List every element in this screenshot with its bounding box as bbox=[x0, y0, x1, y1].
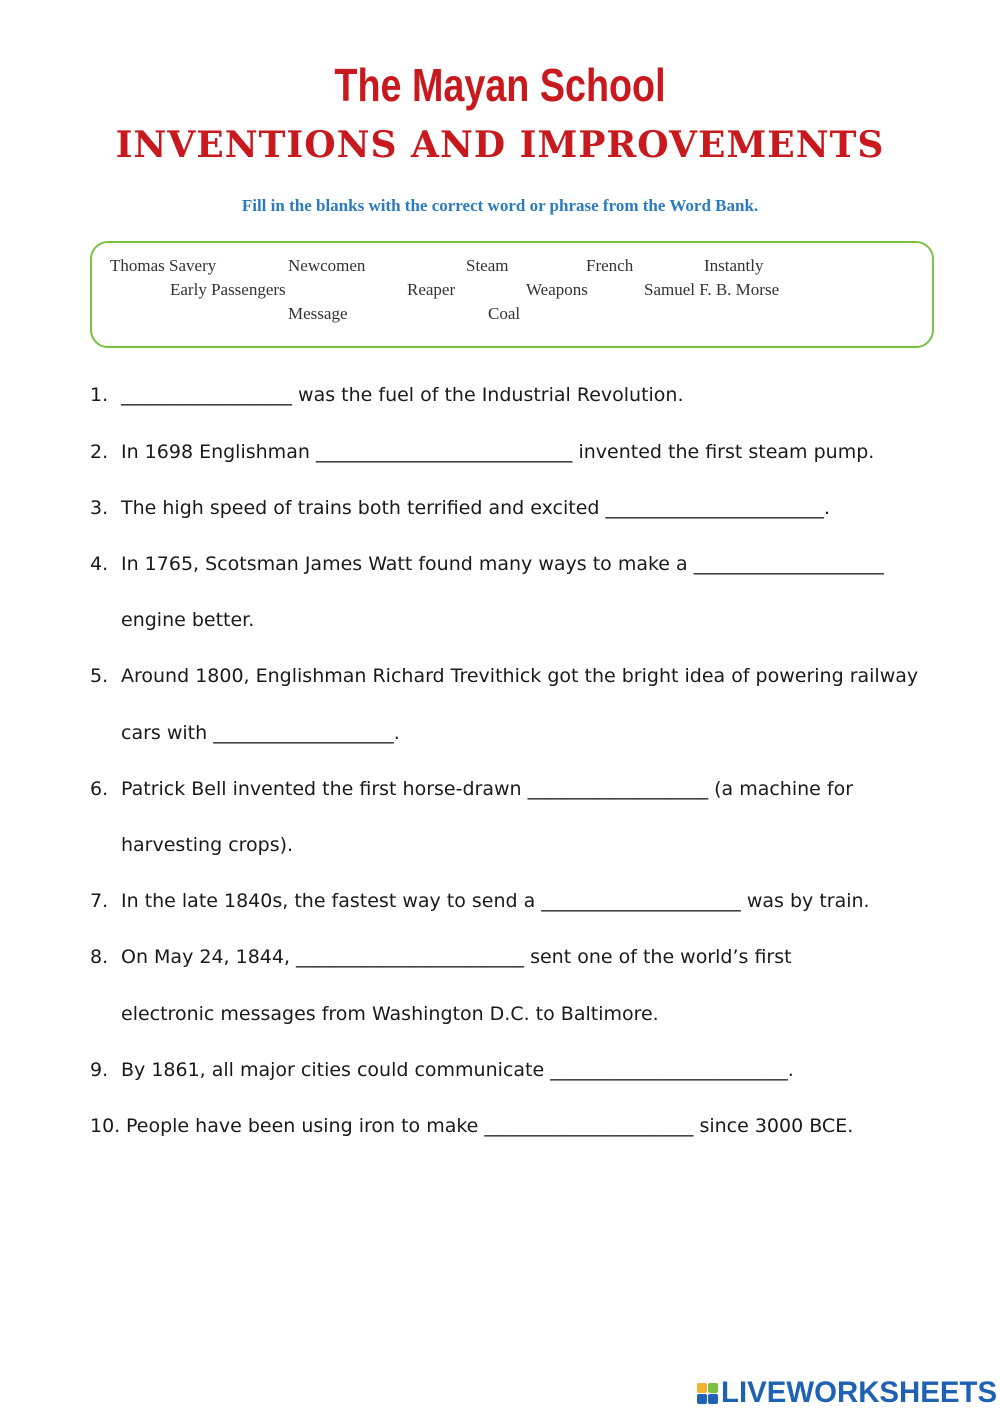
question-text: In 1698 Englishman ___________________________ invented the first steam pump. bbox=[121, 441, 875, 463]
worksheet-title: INVENTIONS AND IMPROVEMENTS bbox=[115, 124, 885, 166]
question-text: Patrick Bell invented the first horse-drawn ___________________ (a machine for bbox=[121, 778, 854, 800]
question-3 bbox=[90, 497, 830, 519]
school-title: The Mayan School bbox=[334, 59, 666, 111]
question-number: 8. bbox=[90, 946, 109, 968]
question-text: By 1861, all major cities could communicate _________________________. bbox=[121, 1059, 794, 1081]
question-8 bbox=[90, 946, 792, 968]
word-bank-item: Weapons bbox=[526, 280, 588, 299]
word-bank-item: Reaper bbox=[407, 280, 456, 299]
word-bank-item: Newcomen bbox=[288, 256, 366, 275]
question-text: In 1765, Scotsman James Watt found many ways to make a ____________________ bbox=[121, 553, 884, 575]
word-bank-item: Early Passengers bbox=[170, 280, 286, 299]
question-number: 5. bbox=[90, 665, 109, 687]
word-bank-item: Message bbox=[288, 304, 348, 323]
question-number: 1. bbox=[90, 384, 109, 406]
question-2 bbox=[90, 441, 874, 463]
word-bank-item: Samuel F. B. Morse bbox=[644, 280, 780, 299]
question-5-continuation: cars with ___________________. bbox=[121, 722, 400, 744]
liveworksheets-logo[interactable] bbox=[697, 1378, 1000, 1408]
question-number: 2. bbox=[90, 441, 109, 463]
question-4-continuation: engine better. bbox=[121, 609, 255, 631]
question-7 bbox=[90, 890, 870, 912]
word-bank-item: Instantly bbox=[704, 256, 764, 275]
question-4 bbox=[90, 553, 884, 575]
question-number: 9. bbox=[90, 1059, 109, 1081]
question-6-continuation: harvesting crops). bbox=[121, 834, 294, 856]
question-number: 4. bbox=[90, 553, 109, 575]
question-text: People have been using iron to make ______________________ since 3000 BCE. bbox=[126, 1115, 854, 1137]
question-text: In the late 1840s, the fastest way to send a _____________________ was by train. bbox=[121, 890, 870, 912]
question-9 bbox=[90, 1059, 794, 1081]
question-number: 3. bbox=[90, 497, 109, 519]
liveworksheets-brand: LIVEWORKSHEETS bbox=[721, 1376, 998, 1409]
question-text: The high speed of trains both terrified and excited _______________________. bbox=[121, 497, 831, 519]
question-text: __________________ was the fuel of the Industrial Revolution. bbox=[121, 384, 684, 406]
question-5 bbox=[90, 665, 918, 687]
question-6 bbox=[90, 778, 853, 800]
word-bank-item: Coal bbox=[488, 304, 521, 323]
question-8-continuation: electronic messages from Washington D.C. to Baltimore. bbox=[121, 1003, 659, 1025]
word-bank-item: Steam bbox=[466, 256, 509, 275]
question-10 bbox=[90, 1115, 853, 1137]
word-bank bbox=[90, 241, 934, 348]
question-text: Around 1800, Englishman Richard Trevithick got the bright idea of powering railway bbox=[121, 665, 919, 687]
question-1 bbox=[90, 384, 684, 406]
question-number: 6. bbox=[90, 778, 109, 800]
question-number: 10. bbox=[90, 1115, 121, 1137]
question-number: 7. bbox=[90, 890, 109, 912]
word-bank-item: Thomas Savery bbox=[110, 256, 217, 275]
word-bank-item: French bbox=[586, 256, 634, 275]
question-text: On May 24, 1844, ________________________ sent one of the world’s first bbox=[121, 946, 792, 968]
instructions: Fill in the blanks with the correct word or phrase from the Word Bank. bbox=[241, 196, 759, 215]
liveworksheets-logo-icon bbox=[697, 1383, 718, 1404]
